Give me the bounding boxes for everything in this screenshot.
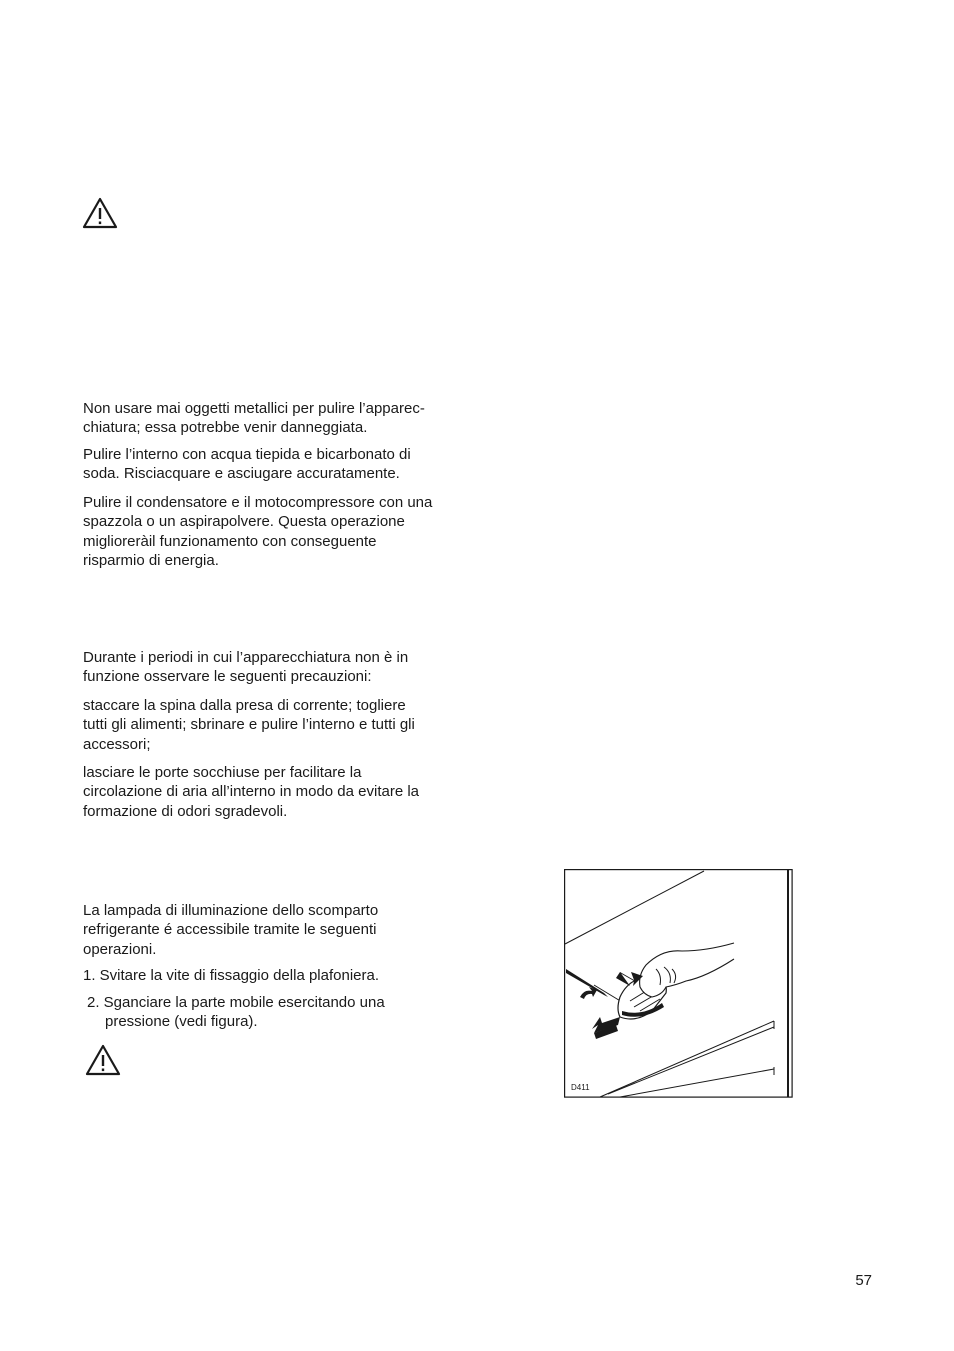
inactivity-paragraph-3: lasciare le porte socchiuse per facilitare la circolazione di aria all’interno in modo da evitare la formazione di odori sgradevoli.	[83, 764, 420, 820]
inactivity-paragraph-2: staccare la spina dalla presa di corrente; togliere tutti gli alimenti; sbrinare e pulire l’interno e tutti gli accessori;	[83, 697, 415, 753]
lamp-removal-figure	[564, 869, 793, 1098]
inactivity-paragraph-1: Durante i periodi in cui l’apparecchiatura non è in funzione osservare le seguenti precauzioni:	[83, 649, 409, 686]
lamp-paragraph-1: La lampada di illuminazione dello scomparto refrigerante é accessibile tramite le seguenti operazioni.	[83, 902, 379, 958]
cleaning-paragraph-3: Pulire il condensatore e il motocompressore con una spazzola o un aspirapolvere. Questa operazione miglioreràil funzionamento con conseguente risparmio di energia.	[83, 494, 433, 570]
cleaning-paragraph-2: Pulire l’interno con acqua tiepida e bicarbonato di soda. Risciacquare e asciugare accuratamente.	[83, 446, 411, 483]
warning-triangle-icon	[82, 197, 118, 234]
cleaning-paragraph-1: Non usare mai oggetti metallici per pulire l’apparec- chiatura; essa potrebbe venir danneggiata.	[83, 400, 425, 437]
lamp-step-2: 2. Sganciare la parte mobile esercitando una pressione (vedi figura).	[87, 994, 385, 1031]
lamp-step-1: 1. Svitare la vite di fissaggio della plafoniera.	[83, 967, 380, 984]
page-number: 57	[855, 1272, 872, 1289]
warning-triangle-icon	[85, 1044, 121, 1081]
figure-code-label: D411	[571, 1083, 590, 1092]
